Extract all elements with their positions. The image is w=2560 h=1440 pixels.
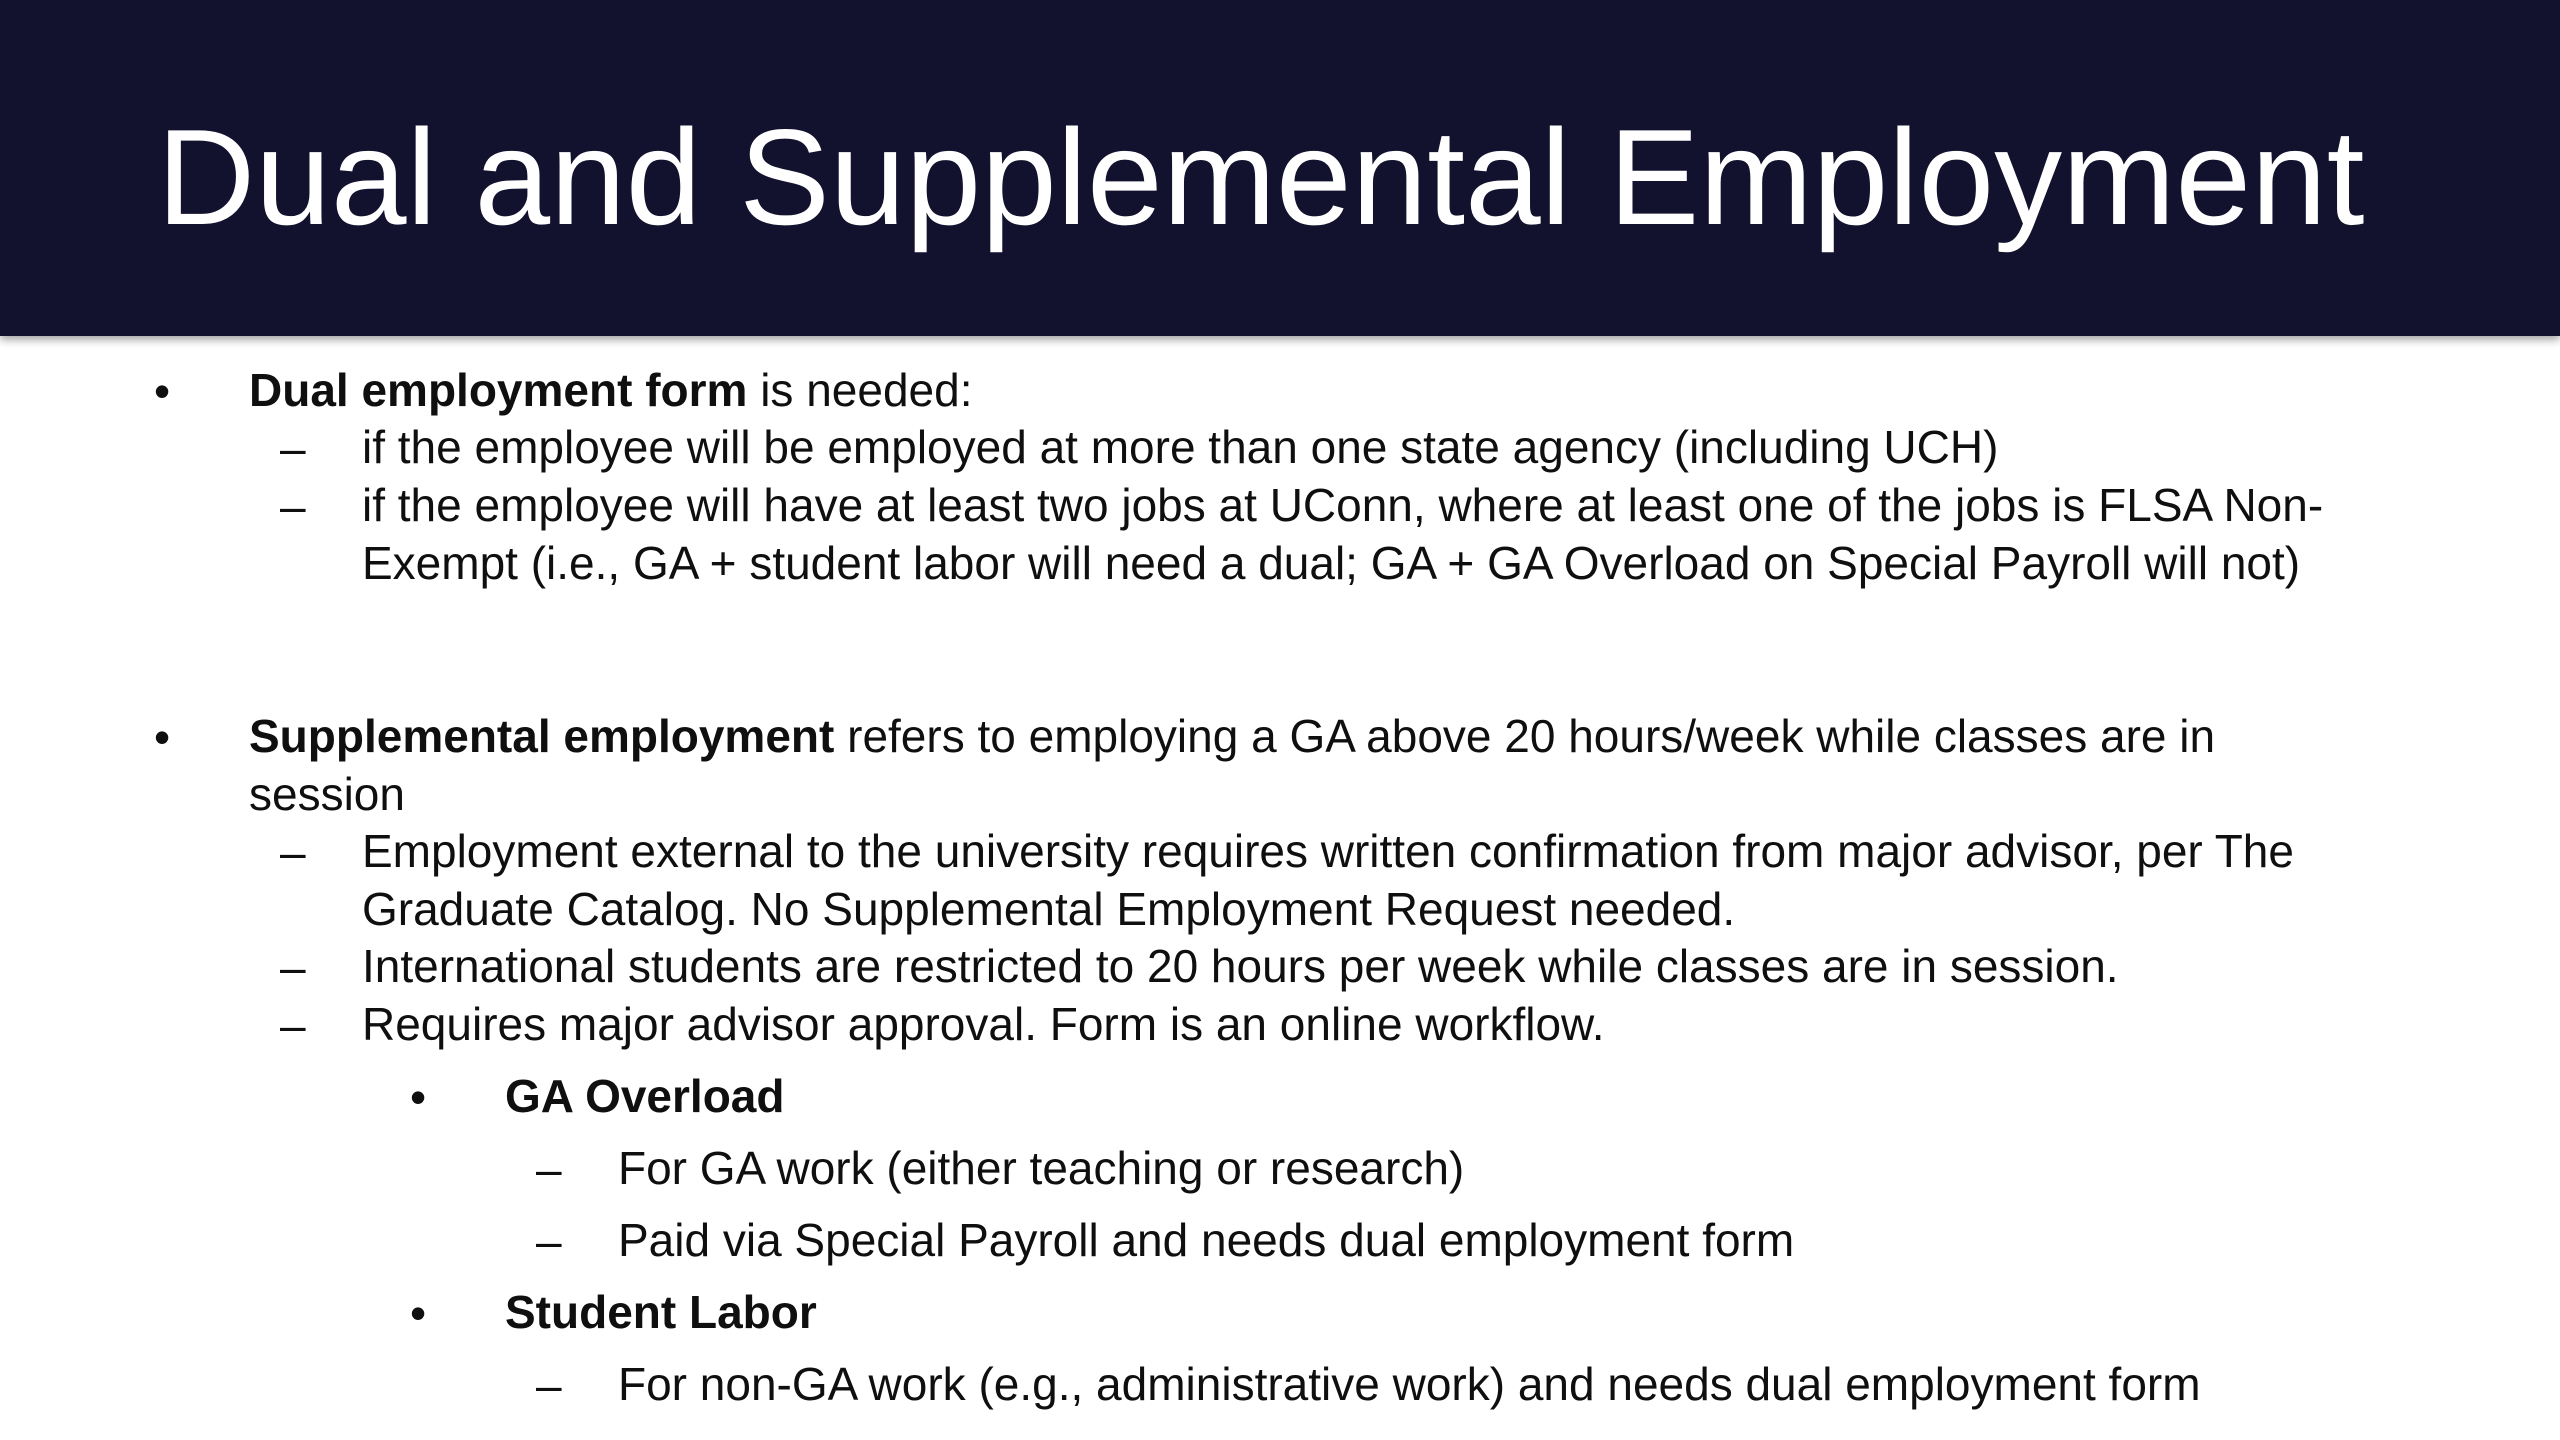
supplemental-item-2: International students are restricted to 20 hours per week while classes are in session. (362, 940, 2119, 992)
ga-overload-item-2: Paid via Special Payroll and needs dual employment form (618, 1214, 1795, 1266)
bullet-marker: • (154, 711, 171, 763)
supplemental-item-3: Requires major advisor approval. Form is an online workflow. (362, 998, 1605, 1050)
supplemental-employment-lead (249, 708, 2319, 823)
supplemental-employment-term: Supplemental employment (249, 710, 835, 762)
dash-marker: – (280, 941, 306, 993)
dual-employment-lead (249, 362, 2449, 420)
supplemental-item-1: Employment external to the university requires written confirmation from major advisor, per The Graduate Catalog. No Supplemental Employment Request needed. (362, 825, 2294, 935)
student-labor-heading: Student Labor (505, 1286, 817, 1338)
dash-marker: – (280, 826, 306, 878)
dual-item-1: if the employee will be employed at more than one state agency (including UCH) (362, 421, 1999, 473)
ga-overload-item-1: For GA work (either teaching or research) (618, 1142, 1465, 1194)
dual-employment-lead-rest: is needed: (747, 364, 973, 416)
dual-item-2: if the employee will have at least two jobs at UConn, where at least one of the jobs is FLSA Non-Exempt (i.e., GA + student labor will need a dual; GA + GA Overload on Special Payroll will not) (362, 479, 2324, 589)
student-labor-item-1: For non-GA work (e.g., administrative work) and needs dual employment form (618, 1358, 2201, 1410)
dash-marker: – (280, 422, 306, 474)
ga-overload-heading: GA Overload (505, 1070, 785, 1122)
dash-marker: – (536, 1215, 562, 1267)
dash-marker: – (536, 1143, 562, 1195)
dash-marker: – (280, 999, 306, 1051)
dash-marker: – (536, 1359, 562, 1411)
dash-marker: – (280, 480, 306, 532)
slide-title: Dual and Supplemental Employment (157, 101, 2365, 253)
supplemental-employment-lead-rest: refers to employing a GA above 20 hours/week while classes are in session (249, 710, 2216, 820)
dual-employment-term: Dual employment form (249, 364, 748, 416)
bullet-marker: • (154, 365, 171, 417)
bullet-marker: • (410, 1071, 427, 1123)
bullet-marker: • (410, 1287, 427, 1339)
